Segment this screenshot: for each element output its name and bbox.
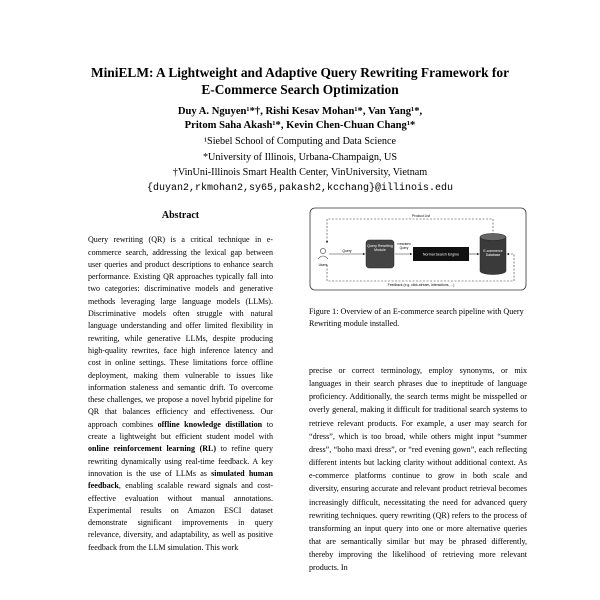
abstract-bold-2: online reinforcement learning (RL)	[88, 444, 217, 454]
title-line-2: E-Commerce Search Optimization	[201, 82, 399, 97]
left-column	[88, 210, 273, 554]
abstract-body	[88, 234, 273, 554]
abstract-bold-1: offline knowledge distillation	[157, 419, 263, 429]
authors-line-1: Duy A. Nguyen¹*†, Rishi Kesav Mohan¹*, Van Yang¹*,	[177, 106, 423, 117]
abstract-text-1: Query rewriting (QR) is a critical technique in e-commerce search, addressing the lexical gap between user queries and product descriptions to enhance search performance. Existing QR approaches typically fall into two categories: discriminative models and generative methods leveraging large language models (LLMs). Discriminative models often struggle with natural language understanding and offer limited flexibility in rewriting, while generative LLMs, despite producing high-quality rewrites, face high inference latency and cost in online settings. These limitations force offline deployment, making them vulnerable to issues like information staleness and semantic drift. To overcome these challenges, we propose a novel hybrid pipeline for QR that balances efficiency and effectiveness. Our approach combines	[88, 235, 273, 429]
qr-module-label: Query Rewriting Module	[367, 244, 393, 253]
paper-title	[60, 64, 540, 98]
abstract-bold-3: simulated human feedback	[88, 468, 273, 491]
abstract-text-3: to refine query rewriting dynamically using real-time feedback. A key innovation is the use of LLMs as	[88, 444, 273, 478]
author-list	[60, 105, 540, 133]
rewritten-query-label: Rewritten Query	[397, 243, 411, 250]
author-emails: {duyan2,rkmohan2,sy65,pakash2,kcchang}@illinois.edu	[146, 182, 454, 194]
authors-line-2: Pritom Saha Akash¹*, Kevin Chen-Chuan Chang¹*	[184, 120, 416, 131]
right-column	[309, 207, 527, 575]
pipeline-figure	[309, 207, 527, 291]
figure-caption: Figure 1: Overview of an E-commerce search pipeline with Query Rewriting module installed.	[309, 307, 524, 328]
affiliation-3: †VinUni-Illinois Smart Health Center, VinUniversity, Vietnam	[172, 167, 428, 178]
feedback-label: Feedback (e.g. click-stream, interactions, ...)	[387, 283, 455, 287]
abstract-heading: Abstract	[161, 210, 200, 221]
affiliations	[60, 134, 540, 196]
title-line-1: MiniELM: A Lightweight and Adaptive Query Rewriting Framework for	[90, 65, 510, 80]
users-label: Users	[318, 263, 328, 267]
search-engine-label: Normal Search Engine	[422, 252, 460, 257]
intro-body: precise or correct terminology, employ synonyms, or mix languages in their search phrases due to ineptitude of language proficiency. Additionally, the search terms might be misspelled or overly general, making it difficult for traditional search systems to retrieve relevant products. For example, a user may search for “dress”, which is too broad, while others might input “summer dress”, “boho maxi dress”, or “red evening gown”, each reflecting different intents but lacking clarity without additional context. As e-commerce platforms continue to grow in both scale and diversity, ensuring accurate and relevant product retrieval becomes increasingly difficult, necessitating the need for advanced query rewriting techniques. query rewriting (QR) refers to the process of transforming an input query into one or more alternative queries that are semantically similar but may be phrased differently, thereby improving the likelihood of retrieving more relevant products. In	[309, 366, 527, 573]
product-list-label: Product List	[412, 214, 430, 218]
affiliation-2: *University of Illinois, Urbana-Champaign, US	[202, 151, 398, 163]
affiliation-1: ¹Siebel School of Computing and Data Science	[203, 136, 397, 147]
query-label: Query	[342, 249, 352, 253]
abstract-text-4: , enabling scalable reward signals and cost-effective evaluation without manual annotations. Experimental results on Amazon ESCI dataset demonstrate significant improvements in query relevance, diversity, and adaptability, as well as positive feedback from the LLM simulation. This work	[88, 481, 273, 552]
abstract-text-2: to create a lightweight but efficient student model with	[88, 419, 274, 442]
database-label: E-commerce Database	[483, 249, 503, 258]
